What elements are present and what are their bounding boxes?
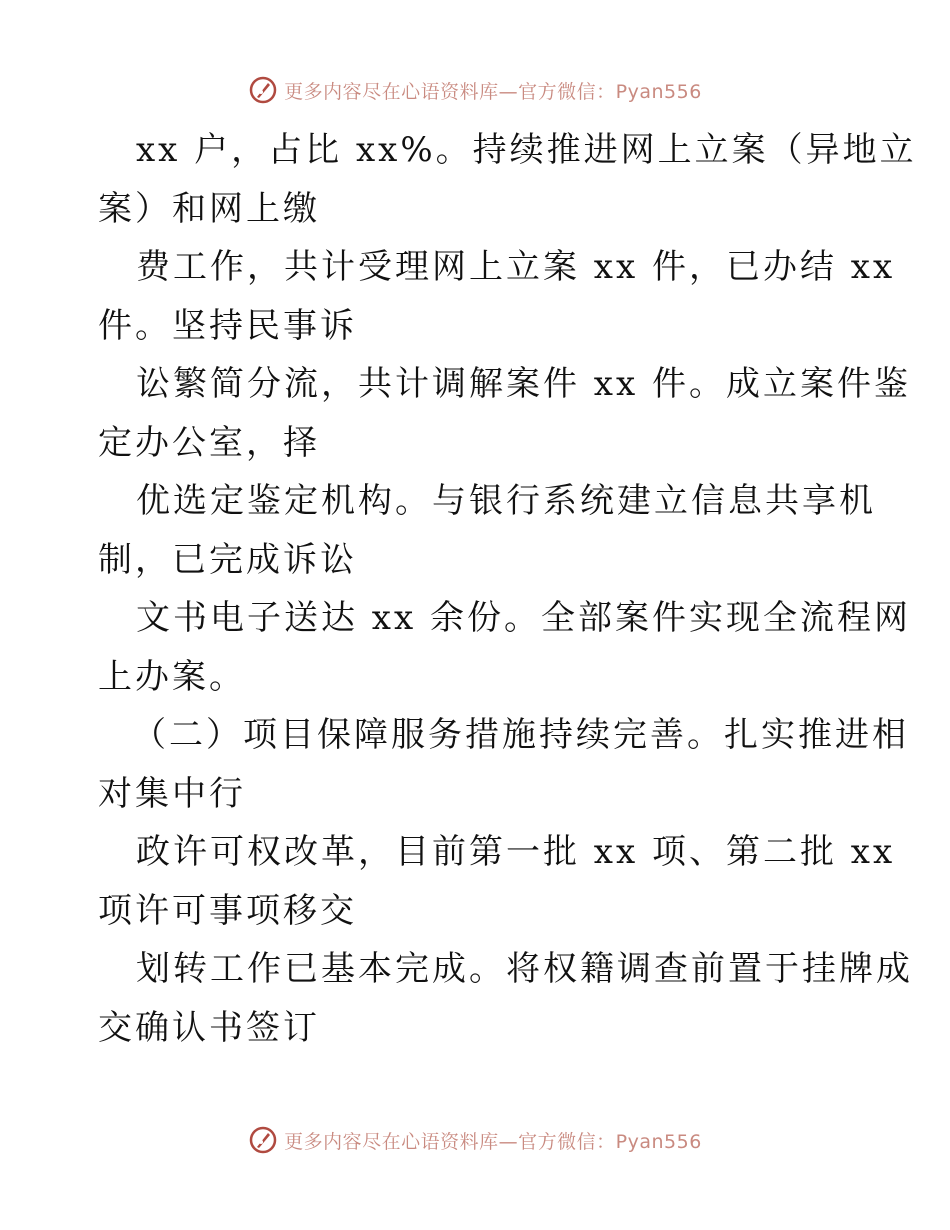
text-line: 优选定鉴定机构。与银行系统建立信息共享机 [136,481,876,521]
text-line: 定办公室，择 [98,422,320,463]
text-line: 制，已完成诉讼 [98,539,357,580]
text-line: 项许可事项移交 [98,890,357,931]
text-line: xx 户，占比 xx%。持续推进网上立案（异地立 [136,130,917,170]
text-line: 费工作，共计受理网上立案 xx 件，已办结 xx [136,247,896,287]
watermark-text: 更多内容尽在心语资料库—官方微信：Pyan556 [284,80,702,103]
text-line: 政许可权改革，目前第一批 xx 项、第二批 xx [136,832,896,872]
watermark-text: 更多内容尽在心语资料库—官方微信：Pyan556 [284,1130,702,1153]
text-line: 讼繁简分流，共计调解案件 xx 件。成立案件鉴 [136,364,911,404]
quill-logo-icon [248,1125,278,1155]
document-body [98,121,917,1057]
text-line: 文书电子送达 xx 余份。全部案件实现全流程网 [136,598,911,638]
footer-watermark [0,1120,950,1160]
section-heading-line: （二）项目保障服务措施持续完善。扎实推进相 [132,715,909,755]
text-line: 对集中行 [98,773,246,814]
text-line: 划转工作已基本完成。将权籍调查前置于挂牌成 [136,949,913,989]
text-line: 交确认书签订 [98,1007,320,1048]
text-line: 案）和网上缴 [98,188,320,229]
text-line: 上办案。 [98,656,246,697]
text-line: 件。坚持民事诉 [98,305,357,346]
quill-logo-icon [248,75,278,105]
header-watermark [0,70,950,110]
